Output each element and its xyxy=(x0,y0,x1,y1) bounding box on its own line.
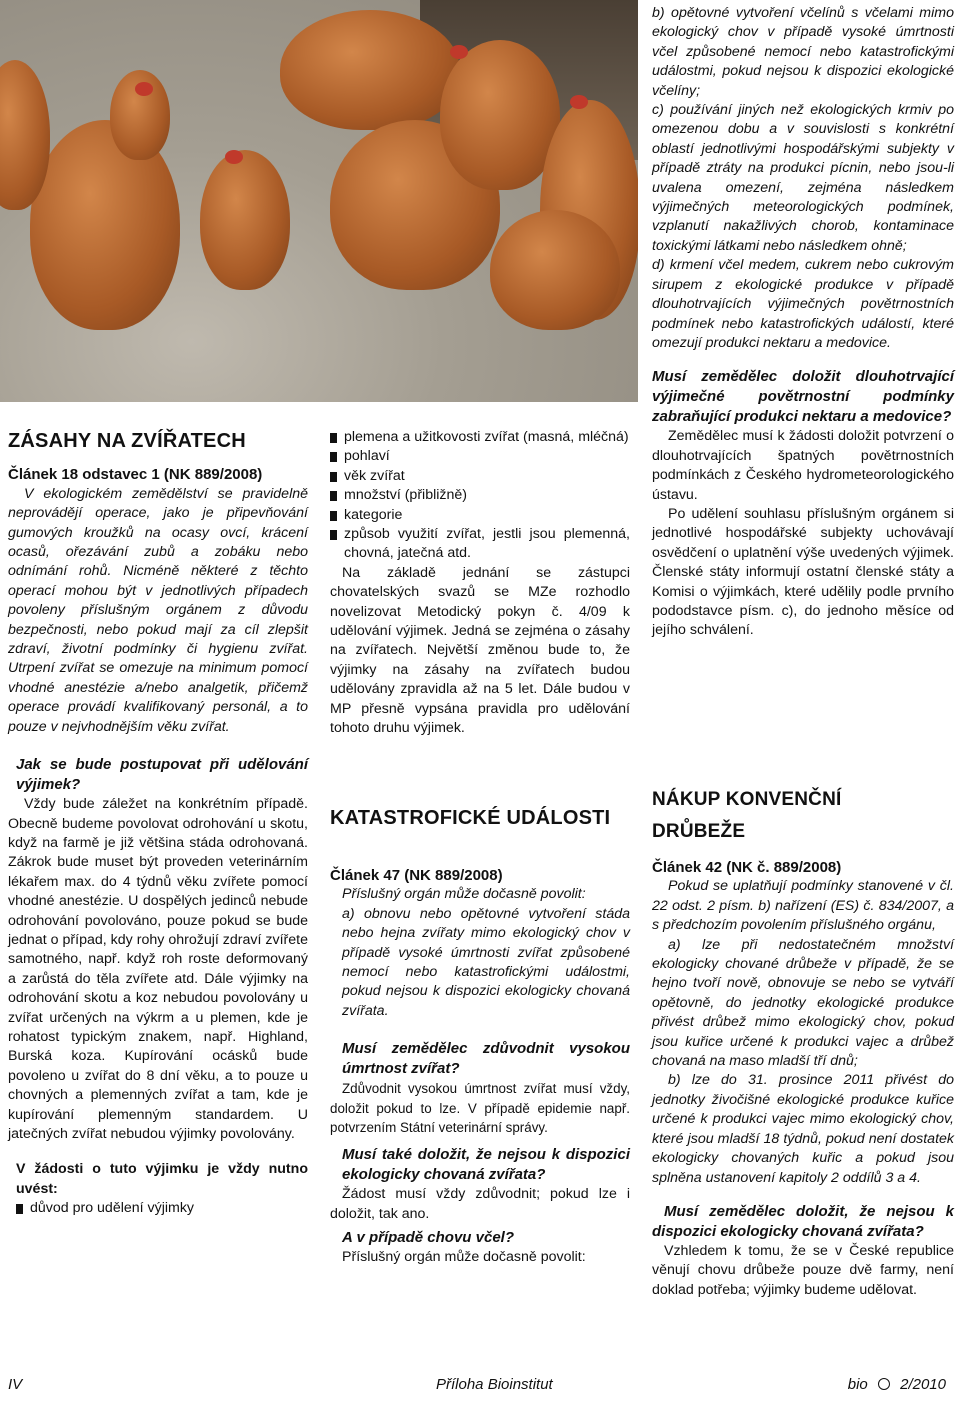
hen-comb xyxy=(135,82,153,96)
bee-item-c: c) používání jiných než ekologických krmiv po omezenou dobu a v souvislosti s konkrétní oblastí jednotlivými hospodářskými subjekty v případě ztráty na produkci pícnin, nebo jsou-li uvalena omezení, zejména následkem výjimečných meteorologických podmínek, vzplanutí nakažlivých chorob, kontaminace toxickými látkami nebo následkem ohně; xyxy=(652,102,954,254)
question-mortality: Musí zemědělec zdůvodnit vysokou úmrtnost zvířat? xyxy=(342,1040,630,1078)
question-exemptions: Jak se bude postupovat při udělování výjimek? xyxy=(16,756,308,794)
article-18-text: V ekologickém zemědělství se pravidelně neprovádějí operace, jako je připevňování gumových kroužků na ocasy ovcí, krácení ocasů, ořezávání zubů a zobáku nebo odnímání rohů. Nicméně některé z těchto operací mohou být v jednotlivých případech povoleny příslušným orgánem z důvodu bezpečnosti, nebo pokud mají za cíl zlepšit zdraví, životní podmínky či hygienu zvířat. Utrpení zvířat se omezuje na minimum pomocí vhodné anestézie a/nebo analgetik, přičemž operace provádí kvalifikovaný personál, a to pouze v nejvhodnějším věku zvířat. xyxy=(8,485,308,735)
hen-comb xyxy=(570,95,588,109)
question-poultry: Musí zemědělec doložit, že nejsou k dispozici ekologicky chovaná zvířata? xyxy=(652,1202,954,1240)
footer-issue xyxy=(848,1376,946,1393)
request-heading: V žádosti o tuto výjimku je vždy nutno uvést: xyxy=(16,1161,308,1197)
hen-comb xyxy=(450,45,468,59)
article-47-lead: Příslušný orgán může dočasně povolit: xyxy=(342,886,586,903)
article-42-b: b) lze do 31. prosince 2011 přivést do jednotky živočišné ekologické produkce kuřice určené k produkci vajec mimo ekologický chov, které jsou mladší 18 týdnů, pokud není dostatek ekologicky chovaných kuřic a pokud jsou splněna ustanovení kapitoly 2 oddílů 3 a 4. xyxy=(652,1072,954,1186)
page-number: IV xyxy=(8,1376,23,1393)
answer-organic-availability: Žádost musí vždy zdůvodnit; pokud lze i doložit, tak ano. xyxy=(330,1186,630,1222)
request-bullet: důvod pro udělení výjimky xyxy=(16,1199,308,1218)
article-42: Článek 42 (NK č. 889/2008) xyxy=(652,859,842,876)
bee-item-d: d) krmení včel medem, cukrem nebo cukrovým sirupem z ekologické produkce v případě dlouhotrvajících výjimečných povětrnostních podmínek nebo katastrofických událostí, které omezují produkci nektaru a medovice. xyxy=(652,257,954,351)
col2 xyxy=(330,428,630,1268)
request-bullet: pohlaví xyxy=(330,447,630,466)
section-title-poultry-2: DRŮBEŽE xyxy=(652,821,746,842)
request-bullet: věk zvířat xyxy=(330,467,630,486)
answer-poultry: Vzhledem k tomu, že se v České republice věnují chovu drůbeže pouze dvě farmy, není doklad potřeba; výjimky budeme udělovat. xyxy=(652,1242,954,1298)
answer-nectar: Zemědělec musí k žádosti doložit potvrzení o dlouhotrvajících špatných povětrnostních podmínkách z Českého hydrometeorologického ústavu. xyxy=(652,428,954,503)
request-bullet: množství (přibližně) xyxy=(330,486,630,505)
hen-body xyxy=(280,10,460,130)
question-organic-availability: Musí také doložit, že nejsou k dispozici ekologicky chovaná zvířata? xyxy=(342,1146,630,1184)
question-nectar: Musí zemědělec doložit dlouhotrvající výjimečné povětrnostní podmínky zabraňující produkci nektaru a medovice? xyxy=(652,368,954,426)
request-bullet: kategorie xyxy=(330,506,630,525)
footer-publication: Příloha Bioinstitut xyxy=(436,1376,553,1393)
section-title-catastrophic: KATASTROFICKÉ UDÁLOSTI xyxy=(330,806,611,829)
request-bullet: způsob využití zvířat, jestli jsou plemenná, chovná, jatečná atd. xyxy=(330,525,630,564)
article-42-lead: Pokud se uplatňují podmínky stanovené v čl. 22 odst. 2 písm. b) nařízení (ES) č. 834/2007, a s předchozím povolením příslušného orgánu, xyxy=(652,878,954,934)
hen-comb xyxy=(225,150,243,164)
answer-certificate: Po udělení souhlasu příslušným orgánem si jednotlivé hospodářské subjekty uchovávají osvědčení o uplatnění výše uvedených výjimek. Členské státy informují ostatní členské státy a Komisi o výjimkách, které udělily podle prvního pododstavce písm. c), do jednoho měsíce od jejího schválení. xyxy=(652,505,954,639)
answer-bees: Příslušný orgán může dočasně povolit: xyxy=(342,1249,586,1266)
col3-bottom xyxy=(652,784,954,1300)
hen-body xyxy=(490,210,620,330)
section-title-poultry-1: NÁKUP KONVENČNÍ xyxy=(652,789,842,810)
mze-paragraph: Na základě jednání se zástupci chovatelských svazů se MZe rozhodlo novelizovat Metodický pokyn č. 4/09 k udělování výjimek. Jedná se zejména o zásahy na zvířatech. Největší změnou bude to, že výjimky na zásahy na zvířatech budou udělovány zpravidla až na 5 let. Dále budou v MP přesně vypsána pravidla pro udělování tohoto druhu výjimek. xyxy=(330,564,630,737)
hen-body xyxy=(200,150,290,290)
article-47-a: a) obnovu nebo opětovné vytvoření stáda nebo hejna zvířaty mimo ekologický chov v případě vysoké úmrtnosti zvířat způsobené nemocí nebo katastrofickými událostmi, pokud nejsou k dispozici ekologicky chovaná zvířata. xyxy=(342,905,630,1019)
answer-mortality: Zdůvodnit vysokou úmrtnost zvířat musí vždy, doložit pokud to lze. V případě epidemie např. potvrzením Státní veterinární správy. xyxy=(330,1081,630,1135)
hens-photo xyxy=(0,0,638,402)
col1 xyxy=(8,432,308,1219)
page-footer xyxy=(0,1370,960,1402)
col3-top xyxy=(652,4,954,641)
section-title-interventions: ZÁSAHY NA ZVÍŘATECH xyxy=(8,430,246,452)
circle-icon xyxy=(878,1378,890,1390)
article-47: Článek 47 (NK 889/2008) xyxy=(330,866,503,884)
article-18: Článek 18 odstavec 1 (NK 889/2008) xyxy=(8,466,263,484)
article-42-a: a) lze při nedostatečném množství ekologicky chované drůbeže v případě, že se hejno tvoří nově, obnovuje se nebo se vytváří opětovně, do jednotky ekologické produkce přivést drůbež mimo ekologický chov, pokud jsou kuřice určené k produkci vajec a drůbež chovaná na maso mladší tří dnů; xyxy=(652,936,954,1070)
question-bees: A v případě chovu včel? xyxy=(342,1229,514,1247)
footer-bio: bio xyxy=(847,1376,868,1393)
footer-issue-number: 2/2010 xyxy=(900,1376,946,1393)
hen-body xyxy=(440,40,560,190)
request-bullet: plemena a užitkovosti zvířat (masná, mléčná) xyxy=(330,428,630,447)
bee-item-b: b) opětovné vytvoření včelínů s včelami mimo ekologický chov v případě vysoké úmrtnosti včel způsobené nemocí nebo katastrofickými událostmi, pokud nejsou k dispozici ekologické včelíny; xyxy=(652,5,954,99)
answer-exemptions: Vždy bude záležet na konkrétním případě. Obecně budeme povolovat odrohování u skotu, když na farmě je již většina stáda odrohovaná. Zákrok bude muset být proveden veterinárním lékařem max. do 4 týdnů věku zvířete pomocí vhodné anestézie. U dospělých jedinců nebude odrohování povolováno, pouze pokud se bude jednat o případ, kdy rohy ohrožují zdraví zvířete samotného, např. když roh roste deformovaný a zarůstá do těla zvířete atd. Dále výjimky na odrohování skotu a koz nebudou povolovány u zvířat určených na výkrm a u plemen, kde je rohatost typickým znakem, např. Highland, Burská koza. Kupírování ocásků bude povoleno u zvířat do 8 dní věku, a to pouze u chovných a plemenných zvířat a tam, kde je kupírování plemenným standardem. U jatečných zvířat nebudou výjimky povolovány. xyxy=(8,796,308,1142)
